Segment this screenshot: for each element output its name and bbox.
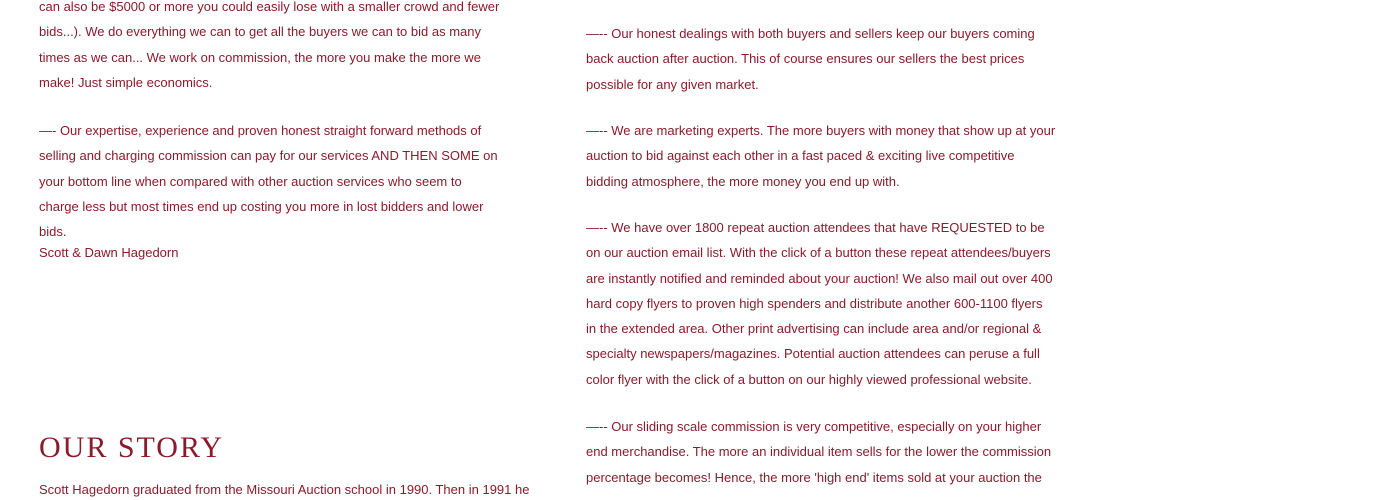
attendees-paragraph: —-- We have over 1800 repeat auction attendees that have REQUESTED to be on our auction email list. With the click of a button these repeat attendees/buyers are instantly notified and reminded about your auction! We also mail out over 400 hard copy flyers to proven high spenders and distribute another 600-1100 flyers in the extended area. Other print advertising can include area and/or regional & specialty newspapers/magazines. Potential auction attendees can peruse a full color flyer with the click of a button on our highly viewed professional website. [586,220,1053,387]
sliding-scale-paragraph: —-- Our sliding scale commission is very competitive, especially on your higher end merchandise. The more an individual item sells for the lower the commission percentage becomes! Hence, the more 'high end' items sold at your auction the [586,419,1052,485]
commission-paragraph: can also be $5000 or more you could easily lose with a smaller crowd and fewer bids...). We do everything we can to get all the buyers we can to bid as many times as we can... We work on commission, the more you make the more we make! Just simple economics. [39,0,500,90]
our-story-heading: OUR STORY [39,431,224,464]
honest-dealings-paragraph: —-- Our honest dealings with both buyers and sellers keep our buyers coming back auction after auction. This of course ensures our sellers the best prices possible for any given market. [586,26,1035,92]
expertise-paragraph: —- Our expertise, experience and proven honest straight forward methods of selling and charging commission can pay for our services AND THEN SOME on your bottom line when compared with other auction services who seem to charge less but most times end up costing you more in lost bidders and lower bids. [39,123,498,240]
signature: Scott & Dawn Hagedorn [39,245,179,260]
story-paragraph: Scott Hagedorn graduated from the Missouri Auction school in 1990. Then in 1991 he [39,482,530,497]
marketing-paragraph: —-- We are marketing experts. The more buyers with money that show up at your auction to bid against each other in a fast paced & exciting live competitive bidding atmosphere, the more money you end up with. [586,123,1056,189]
